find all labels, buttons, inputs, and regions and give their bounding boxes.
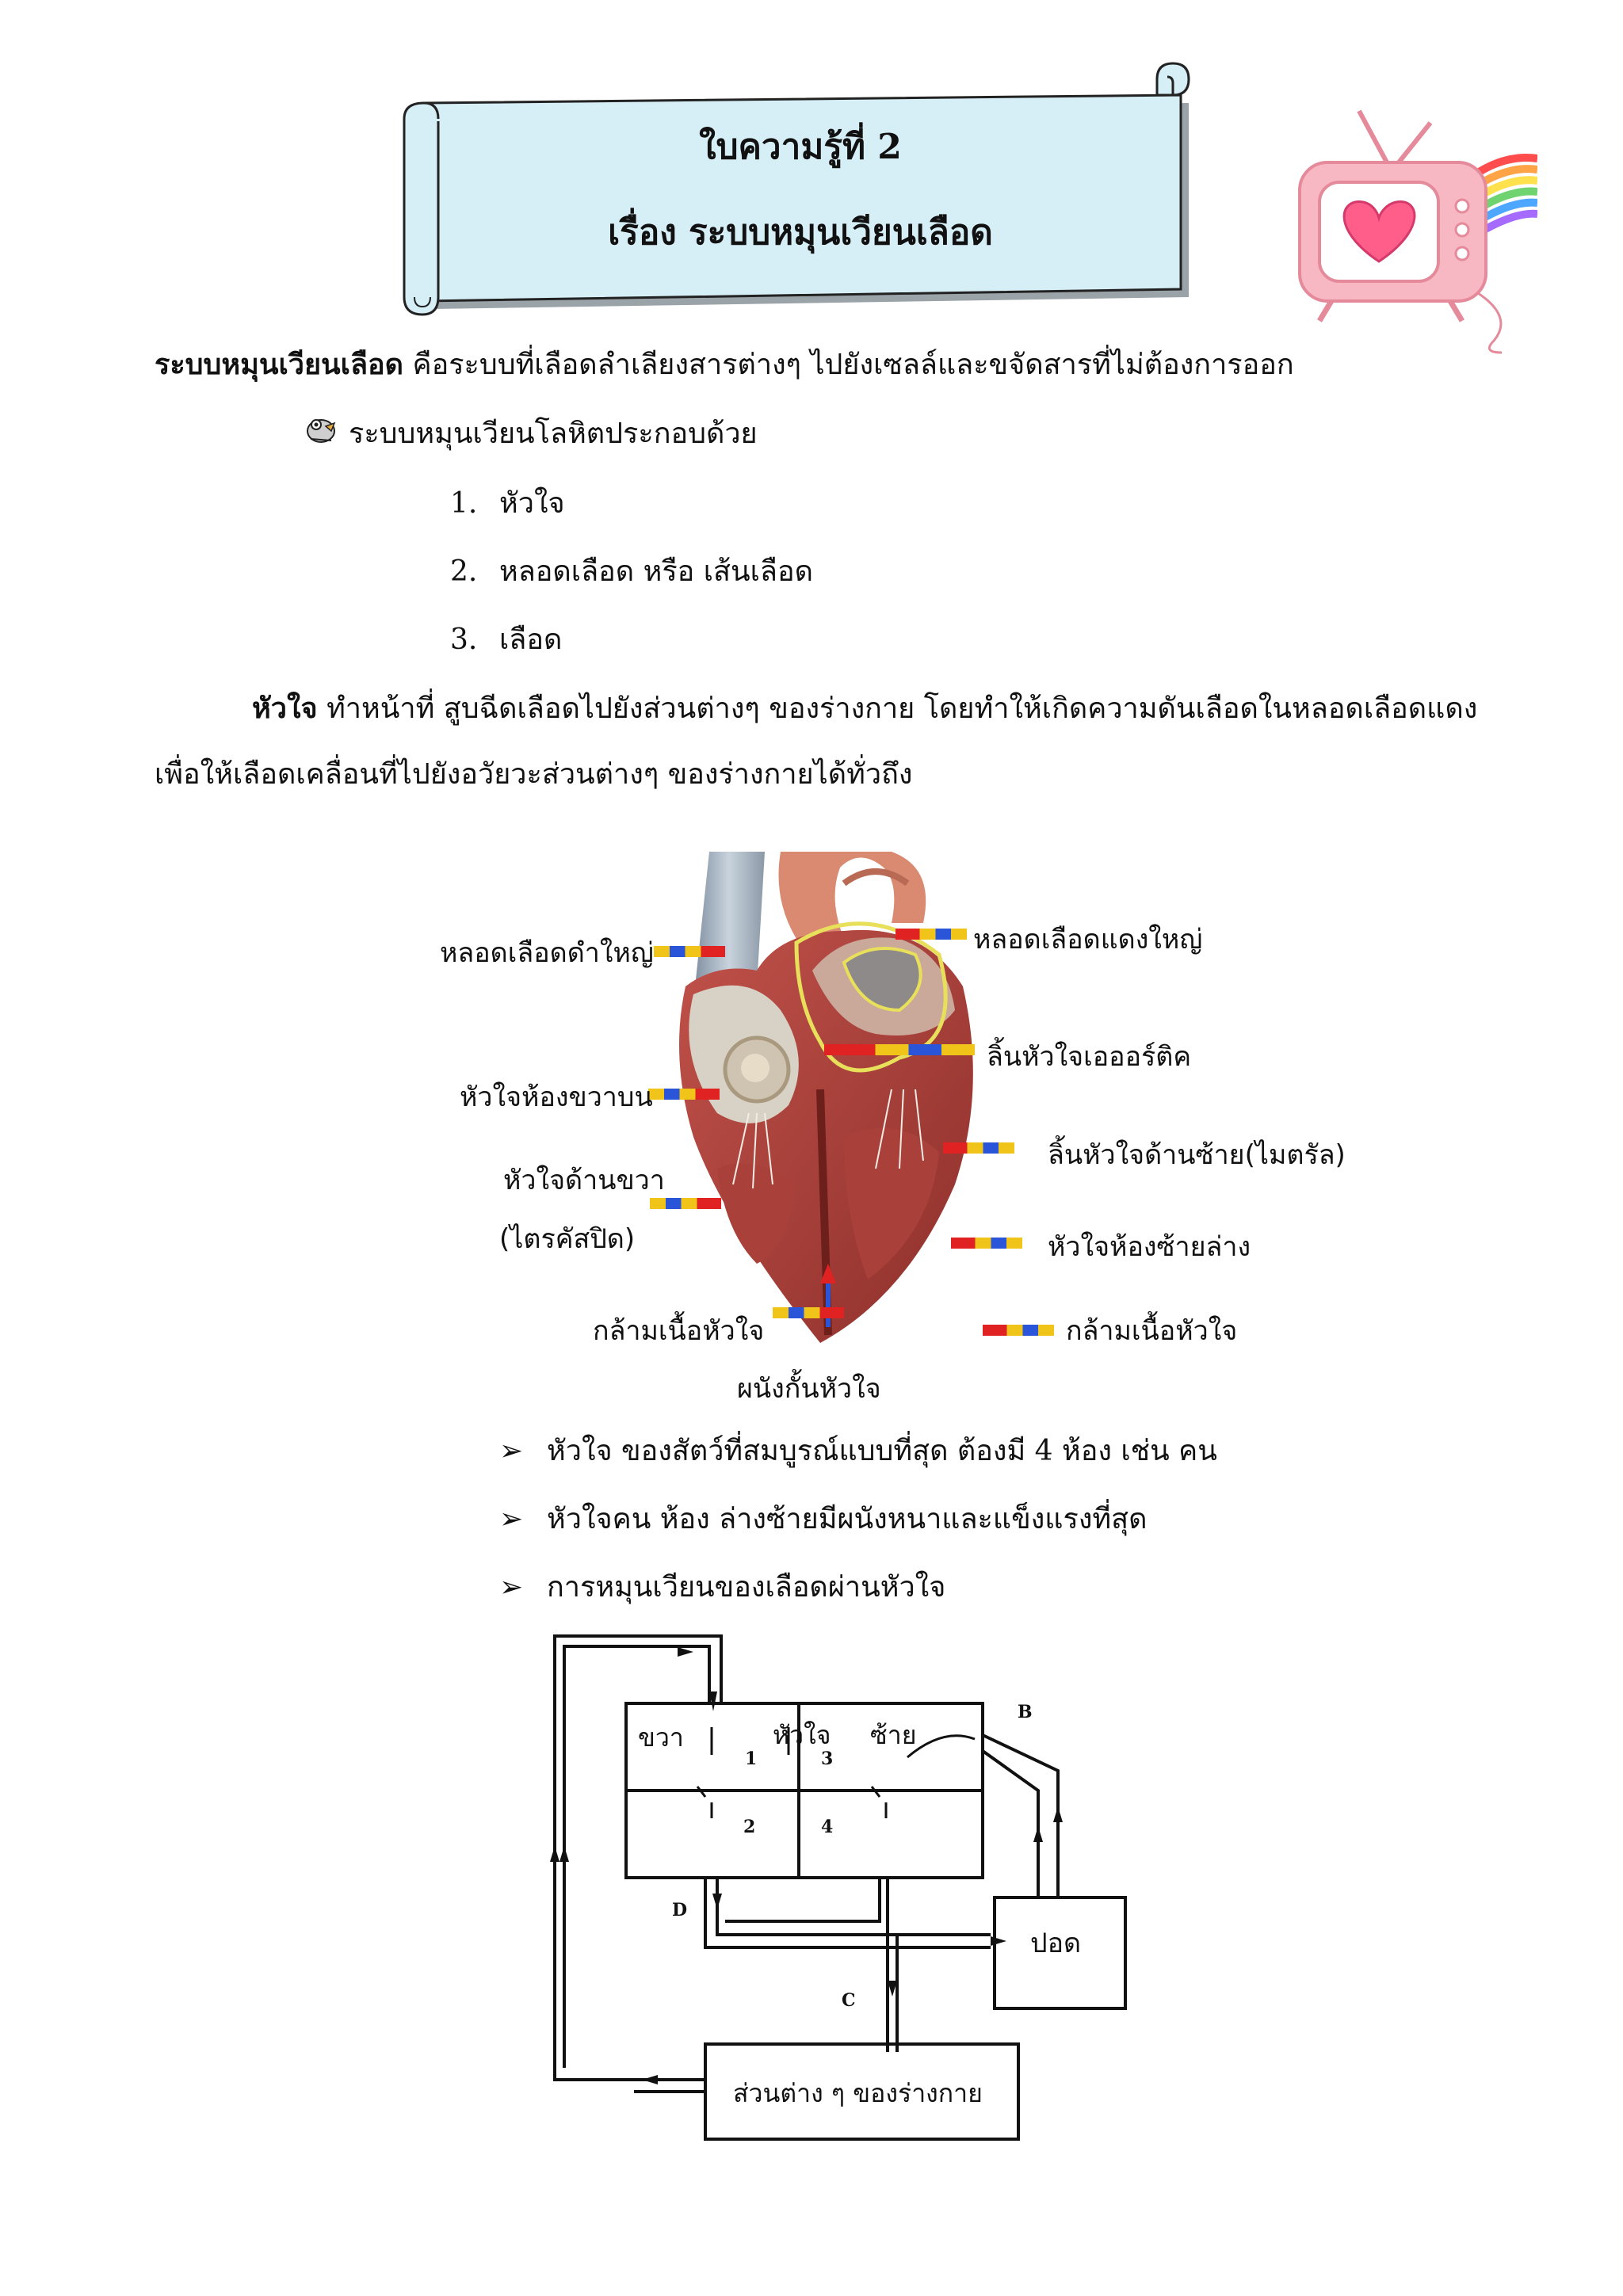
components-heading: ระบบหมุนเวียนโลหิตประกอบด้วย [349,418,758,450]
pointer-arrow [951,1238,1022,1249]
intro-paragraph [155,345,1294,384]
bullet-item: หัวใจคน ห้อง ล่างซ้ายมีผนังหนาและแข็งแรงที่สุด [547,1503,1148,1535]
pointer-arrow [648,1089,720,1100]
flow-path-B: B [1018,1702,1033,1722]
flow-label-body: ส่วนต่าง ๆ ของร่างกาย [733,2078,983,2108]
label-aortic-valve: ลิ้นหัวใจเอออร์ติค [987,1041,1192,1073]
heart-paragraph-line-2: เพื่อให้เลือดเคลื่อนที่ไปยังอวัยวะส่วนต่างๆ ของร่างกายได้ทั่วถึง [155,758,913,791]
flow-chamber-4: 4 [821,1817,834,1837]
pointer-arrow [943,1142,1014,1154]
intro-definition: คือระบบที่เลือดลำเลียงสารต่างๆ ไปยังเซลล์และขจัดสารที่ไม่ต้องการออก [403,349,1294,381]
pointer-arrow [824,1044,975,1055]
bullet-arrow: ➢ [499,1503,524,1535]
label-muscle-right: กล้ามเนื้อหัวใจ [1066,1315,1238,1347]
bullet-item: หัวใจ ของสัตว์ที่สมบูรณ์แบบที่สุด ต้องมี 4 ห้อง เช่น คน [547,1435,1217,1467]
bird-icon [304,412,338,445]
list-item-number: 1. [450,487,478,520]
list-item: เลือด [499,624,563,656]
bullet-arrow: ➢ [499,1435,524,1467]
heart-paragraph-line-1 [252,689,1477,728]
pointer-arrow [896,929,967,940]
tv-heart-illustration [1284,103,1537,357]
flow-label-left: ซ้าย [870,1720,917,1750]
heart-anatomy-illustration [662,852,1010,1359]
flow-path-C: C [842,1990,856,2011]
flow-label-lung: ปอด [1030,1928,1082,1959]
pointer-arrow [983,1325,1054,1336]
flow-label-right: ขวา [638,1722,684,1753]
flow-label-heart: หัวใจ [773,1720,831,1750]
label-tricuspid-line-2: (ไตรคัสปิด) [499,1223,636,1255]
title-banner [400,59,1193,329]
label-aorta: หลอดเลือดแดงใหญ่ [973,924,1203,955]
bullet-arrow: ➢ [499,1571,524,1604]
bullet-item: การหมุนเวียนของเลือดผ่านหัวใจ [547,1571,946,1604]
title-line-1: ใบความรู้ที่ 2 [699,127,902,167]
label-septum: ผนังกั้นหัวใจ [737,1373,881,1405]
circulation-flow-diagram [547,1624,1149,2147]
flow-path-D: D [672,1900,688,1920]
list-item-number: 3. [450,624,478,656]
intro-term: ระบบหมุนเวียนเลือด [155,348,404,381]
flow-chamber-2: 2 [743,1817,756,1837]
list-item: หลอดเลือด หรือ เส้นเลือด [499,555,813,588]
label-right-atrium: หัวใจห้องขวาบน [460,1081,653,1113]
label-left-ventricle: หัวใจห้องซ้ายล่าง [1048,1231,1251,1263]
pointer-arrow [654,946,725,957]
label-vena-cava: หลอดเลือดดำใหญ่ [440,937,654,969]
list-item: หัวใจ [499,487,565,520]
flow-chamber-1: 1 [745,1749,758,1769]
label-tricuspid-line-1: หัวใจด้านขวา [503,1165,665,1196]
heart-term: หัวใจ [252,692,318,725]
label-muscle-left: กล้ามเนื้อหัวใจ [593,1315,765,1347]
heart-paragraph-text: ทำหน้าที่ สูบฉีดเลือดไปยังส่วนต่างๆ ของร่างกาย โดยทำให้เกิดความดันเลือดในหลอดเลือดแดง [317,692,1478,725]
list-item-number: 2. [450,555,478,588]
flow-chamber-3: 3 [821,1749,834,1769]
pointer-arrow [773,1307,844,1318]
label-mitral-valve: ลิ้นหัวใจด้านซ้าย(ไมตรัล) [1048,1139,1346,1171]
title-line-2: เรื่อง ระบบหมุนเวียนเลือด [608,212,993,253]
